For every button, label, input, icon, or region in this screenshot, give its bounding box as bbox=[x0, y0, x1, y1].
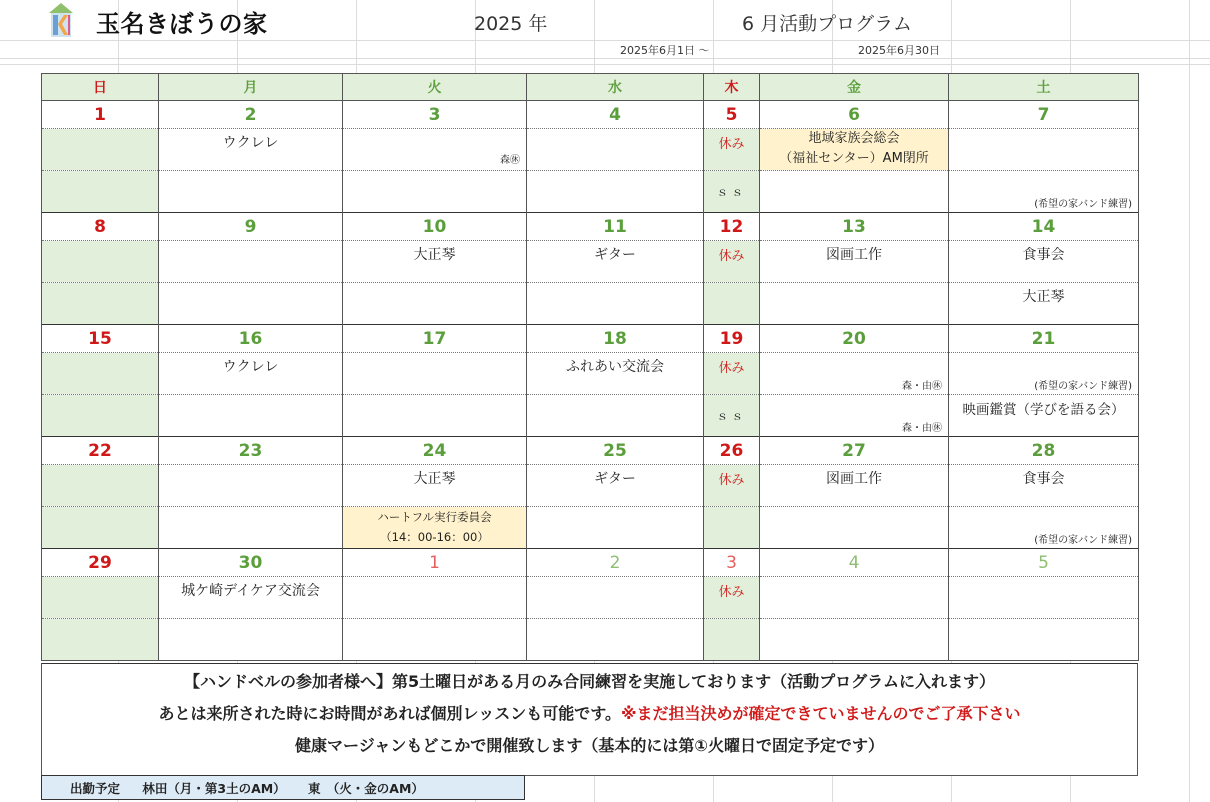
event-ukulele: ウクレレ bbox=[222, 135, 279, 151]
date-cell: 28 bbox=[949, 437, 1139, 465]
event-cell bbox=[704, 465, 760, 507]
event-cell bbox=[343, 507, 527, 549]
event-movie-viewing: 映画鑑賞（学びを語る会） bbox=[962, 402, 1125, 418]
date-cell: 6 bbox=[760, 101, 949, 129]
week-3-events-am bbox=[42, 353, 1139, 395]
event-cell bbox=[42, 465, 159, 507]
weekday-mon: 月 bbox=[159, 74, 343, 101]
event-cell bbox=[527, 619, 704, 661]
event-cell bbox=[527, 395, 704, 437]
range-start: 2025年6月1日 ～ bbox=[620, 44, 710, 57]
week-5-events-pm bbox=[42, 619, 1139, 661]
weekday-thu: 木 bbox=[704, 74, 760, 101]
date-cell: 29 bbox=[42, 549, 159, 577]
event-cell bbox=[42, 507, 159, 549]
event-taishogoto: 大正琴 bbox=[413, 471, 456, 487]
week-3-dates bbox=[42, 325, 1139, 353]
event-cell bbox=[527, 353, 704, 395]
event-cell bbox=[760, 577, 949, 619]
week-1-events-am bbox=[42, 129, 1139, 171]
event-ukulele: ウクレレ bbox=[222, 359, 279, 375]
event-cell bbox=[704, 577, 760, 619]
staff-off-note: 森㊡ bbox=[500, 155, 520, 166]
week-4-dates bbox=[42, 437, 1139, 465]
event-cell bbox=[527, 507, 704, 549]
event-cell bbox=[949, 395, 1139, 437]
event-cell bbox=[527, 129, 704, 171]
year-label: 2025 年 bbox=[474, 13, 548, 35]
event-cell bbox=[42, 171, 159, 213]
event-cell bbox=[527, 465, 704, 507]
event-cell bbox=[159, 619, 343, 661]
event-cell bbox=[42, 353, 159, 395]
event-cell bbox=[159, 241, 343, 283]
event-cell bbox=[949, 241, 1139, 283]
date-cell: 11 bbox=[527, 213, 704, 241]
event-cell bbox=[343, 353, 527, 395]
event-cell bbox=[760, 465, 949, 507]
week-1-events-pm bbox=[42, 171, 1139, 213]
event-cell bbox=[42, 577, 159, 619]
date-cell: 27 bbox=[760, 437, 949, 465]
event-cell bbox=[159, 353, 343, 395]
event-guitar: ギター bbox=[594, 471, 636, 487]
event-cell bbox=[760, 129, 949, 171]
week-2-dates bbox=[42, 213, 1139, 241]
event-cell bbox=[527, 171, 704, 213]
closed-label: 休み bbox=[718, 585, 745, 600]
event-jogasaki-daycare: 城ケ崎デイケア交流会 bbox=[181, 583, 320, 599]
event-arts-crafts: 図画工作 bbox=[826, 247, 882, 263]
week-2-events-pm bbox=[42, 283, 1139, 325]
date-cell-next-month: 1 bbox=[343, 549, 527, 577]
date-cell: 16 bbox=[159, 325, 343, 353]
event-cell bbox=[159, 129, 343, 171]
event-cell bbox=[159, 395, 343, 437]
date-cell: 2 bbox=[159, 101, 343, 129]
date-cell: 24 bbox=[343, 437, 527, 465]
range-end: 2025年6月30日 bbox=[858, 44, 940, 57]
event-cell bbox=[159, 577, 343, 619]
date-cell: 26 bbox=[704, 437, 760, 465]
event-cell bbox=[527, 283, 704, 325]
weekday-sun: 日 bbox=[42, 74, 159, 101]
event-cell bbox=[949, 171, 1139, 213]
event-cell bbox=[949, 465, 1139, 507]
date-cell-next-month: 3 bbox=[704, 549, 760, 577]
event-cell bbox=[343, 241, 527, 283]
event-guitar: ギター bbox=[594, 247, 636, 263]
note-handbell: 【ハンドベルの参加者様へ】第5土曜日がある月のみ合同練習を実施しております（活動プログラムに入れます） bbox=[184, 672, 995, 691]
band-practice-note: (希望の家バンド練習) bbox=[1034, 535, 1132, 546]
event-cell bbox=[704, 171, 760, 213]
event-cell bbox=[343, 171, 527, 213]
event-cell bbox=[760, 395, 949, 437]
ss-label: ｓｓ bbox=[716, 409, 747, 423]
event-cell bbox=[949, 507, 1139, 549]
event-cell bbox=[527, 241, 704, 283]
date-cell: 18 bbox=[527, 325, 704, 353]
weekday-sat: 土 bbox=[949, 74, 1139, 101]
event-cell bbox=[760, 353, 949, 395]
date-cell: 17 bbox=[343, 325, 527, 353]
event-cell bbox=[343, 283, 527, 325]
week-4-events-am bbox=[42, 465, 1139, 507]
house-logo-icon bbox=[48, 2, 74, 38]
event-cell bbox=[159, 283, 343, 325]
staff-off-note: 森・由㊡ bbox=[902, 423, 942, 434]
note-lesson-text: あとは来所された時にお時間があれば個別レッスンも可能です。 bbox=[158, 704, 621, 723]
event-family-meeting: 地域家族会総会 bbox=[808, 131, 900, 146]
date-cell: 23 bbox=[159, 437, 343, 465]
date-cell: 19 bbox=[704, 325, 760, 353]
staff-schedule bbox=[41, 775, 525, 800]
date-cell: 1 bbox=[42, 101, 159, 129]
date-cell: 13 bbox=[760, 213, 949, 241]
event-cell bbox=[760, 507, 949, 549]
weekday-wed: 水 bbox=[527, 74, 704, 101]
event-cell bbox=[949, 619, 1139, 661]
closed-label: 休み bbox=[718, 473, 745, 488]
event-cell bbox=[760, 619, 949, 661]
event-cell bbox=[949, 353, 1139, 395]
event-heartful-committee: ハートフル実行委員会 bbox=[377, 510, 492, 524]
date-cell: 4 bbox=[527, 101, 704, 129]
week-5-events-am bbox=[42, 577, 1139, 619]
date-cell: 25 bbox=[527, 437, 704, 465]
event-meal: 食事会 bbox=[1022, 247, 1065, 263]
event-cell bbox=[704, 353, 760, 395]
event-cell bbox=[760, 171, 949, 213]
date-cell: 7 bbox=[949, 101, 1139, 129]
event-taishogoto: 大正琴 bbox=[413, 247, 456, 263]
date-cell-next-month: 2 bbox=[527, 549, 704, 577]
event-cell bbox=[42, 283, 159, 325]
date-cell: 10 bbox=[343, 213, 527, 241]
weekday-tue: 火 bbox=[343, 74, 527, 101]
date-cell: 20 bbox=[760, 325, 949, 353]
staff-hayashida: 林田（月・第3土のAM） bbox=[142, 781, 286, 796]
event-cell bbox=[42, 129, 159, 171]
event-cell bbox=[704, 395, 760, 437]
event-cell bbox=[704, 619, 760, 661]
date-cell: 5 bbox=[704, 101, 760, 129]
event-cell bbox=[704, 241, 760, 283]
closed-label: 休み bbox=[718, 137, 745, 152]
date-cell: 21 bbox=[949, 325, 1139, 353]
event-cell bbox=[343, 465, 527, 507]
date-cell: 22 bbox=[42, 437, 159, 465]
event-cell bbox=[949, 283, 1139, 325]
weekday-fri: 金 bbox=[760, 74, 949, 101]
date-cell: 12 bbox=[704, 213, 760, 241]
week-4-events-pm bbox=[42, 507, 1139, 549]
event-arts-crafts: 図画工作 bbox=[826, 471, 882, 487]
page-title: 玉名きぼうの家 bbox=[96, 10, 268, 38]
date-cell: 9 bbox=[159, 213, 343, 241]
ss-label: ｓｓ bbox=[716, 185, 747, 199]
event-cell bbox=[343, 577, 527, 619]
band-practice-note: (希望の家バンド練習) bbox=[1034, 199, 1132, 210]
note-mahjong: 健康マージャンもどこかで開催致します（基本的には第①火曜日で固定予定です） bbox=[295, 736, 884, 755]
date-cell-next-month: 4 bbox=[760, 549, 949, 577]
notes-box bbox=[41, 663, 1138, 776]
event-cell bbox=[760, 283, 949, 325]
event-heartful-time: （14：00-16：00） bbox=[380, 530, 489, 544]
date-cell: 14 bbox=[949, 213, 1139, 241]
event-meal: 食事会 bbox=[1022, 471, 1065, 487]
staff-higashi: 東 （火・金のAM） bbox=[308, 781, 424, 796]
event-cell bbox=[42, 619, 159, 661]
event-cell bbox=[343, 129, 527, 171]
week-2-events-am bbox=[42, 241, 1139, 283]
event-cell bbox=[704, 507, 760, 549]
event-cell bbox=[949, 129, 1139, 171]
event-cell bbox=[42, 395, 159, 437]
staff-off-note: 森・由㊡ bbox=[902, 381, 942, 392]
event-family-meeting-location: （福祉センター）AM閉所 bbox=[779, 151, 929, 166]
event-cell bbox=[760, 241, 949, 283]
note-warning: ※まだ担当決めが確定できていませんのでご了承下さい bbox=[621, 704, 1021, 723]
band-practice-note: (希望の家バンド練習) bbox=[1034, 381, 1132, 392]
month-program-label: 6 月活動プログラム bbox=[742, 13, 912, 35]
event-cell bbox=[949, 577, 1139, 619]
event-cell bbox=[527, 577, 704, 619]
event-cell bbox=[159, 171, 343, 213]
staff-label: 出勤予定 bbox=[70, 781, 121, 796]
event-cell bbox=[159, 465, 343, 507]
event-cell bbox=[704, 129, 760, 171]
event-cell bbox=[159, 507, 343, 549]
weekday-header-row bbox=[42, 74, 1139, 101]
date-cell: 15 bbox=[42, 325, 159, 353]
note-lesson bbox=[42, 698, 1137, 730]
event-cell bbox=[343, 395, 527, 437]
date-cell-next-month: 5 bbox=[949, 549, 1139, 577]
week-1-dates bbox=[42, 101, 1139, 129]
event-fureai-exchange: ふれあい交流会 bbox=[566, 359, 664, 375]
closed-label: 休み bbox=[718, 361, 745, 376]
event-cell bbox=[42, 241, 159, 283]
date-cell: 3 bbox=[343, 101, 527, 129]
event-cell bbox=[343, 619, 527, 661]
week-5-dates bbox=[42, 549, 1139, 577]
date-cell: 8 bbox=[42, 213, 159, 241]
closed-label: 休み bbox=[718, 249, 745, 264]
date-cell: 30 bbox=[159, 549, 343, 577]
event-taishogoto: 大正琴 bbox=[1022, 289, 1065, 305]
week-3-events-pm bbox=[42, 395, 1139, 437]
event-cell bbox=[704, 283, 760, 325]
calendar-table bbox=[41, 73, 1139, 661]
